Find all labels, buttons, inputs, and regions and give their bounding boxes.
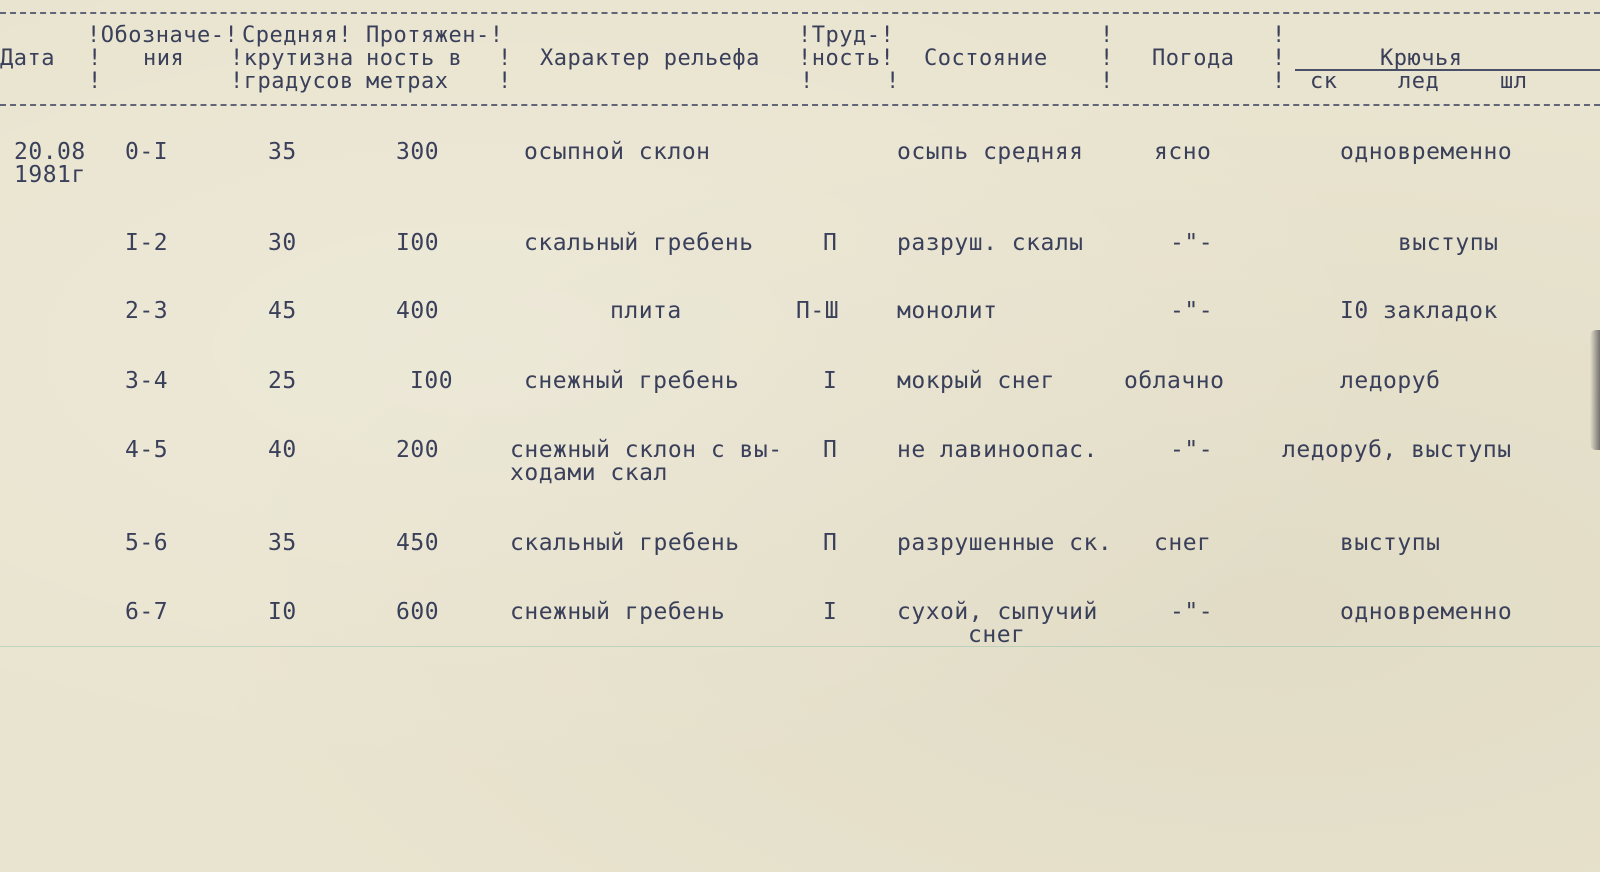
header-length-line2: ность в xyxy=(366,46,463,71)
header-length-line1: Протяжен-! xyxy=(366,23,504,48)
header-date: Дата xyxy=(0,46,55,71)
header-sep-mark: ! xyxy=(1100,23,1114,48)
header-sep-mark: ! xyxy=(886,69,900,94)
row-hooks: выступы xyxy=(1340,530,1441,556)
row-relief: скальный гребень xyxy=(524,230,754,256)
row-weather: снег xyxy=(1154,530,1212,556)
row-state-line2: снег xyxy=(968,622,1026,648)
row-difficulty: П xyxy=(823,530,838,556)
row-segment: 2-3 xyxy=(125,298,169,324)
row-relief: снежный склон с вы- xyxy=(510,437,783,463)
header-steepness-line1: Средняя! xyxy=(242,23,352,48)
row-steepness: 25 xyxy=(268,368,297,394)
row-steepness: 30 xyxy=(268,230,297,256)
header-dashed-rule xyxy=(0,104,1600,106)
row-relief: снежный гребень xyxy=(524,368,740,394)
row-steepness: 45 xyxy=(268,298,297,324)
paper-fold-line xyxy=(0,646,1600,647)
row-state: мокрый снег xyxy=(897,368,1055,394)
row-difficulty: П xyxy=(823,230,838,256)
row-difficulty: П-Ш xyxy=(796,298,840,324)
row-weather: -"- xyxy=(1170,298,1214,324)
header-sep-mark: ! xyxy=(498,46,512,71)
header-sep-mark: ! xyxy=(800,69,814,94)
header-steepness-line3: !градусов xyxy=(230,69,354,94)
header-sep-mark: ! xyxy=(1272,23,1286,48)
header-weather: Погода xyxy=(1152,46,1235,71)
row-segment: 3-4 xyxy=(125,368,169,394)
row-segment: 5-6 xyxy=(125,530,169,556)
row-length: I00 xyxy=(410,368,454,394)
row-difficulty: I xyxy=(823,368,838,394)
row-segment: 6-7 xyxy=(125,599,169,625)
row-relief: плита xyxy=(610,298,682,324)
row-length: 450 xyxy=(396,530,440,556)
row-state: осыпь средняя xyxy=(897,139,1084,165)
header-designation-line1: !Обозначе-! xyxy=(87,23,239,48)
row-steepness: 35 xyxy=(268,530,297,556)
row-steepness: I0 xyxy=(268,599,297,625)
row-segment: 4-5 xyxy=(125,437,169,463)
row-hooks: I0 закладок xyxy=(1340,298,1498,324)
row-state: не лавиноопас. xyxy=(897,437,1098,463)
row-steepness: 40 xyxy=(268,437,297,463)
row-hooks: ледоруб xyxy=(1340,368,1441,394)
date-day: 20.08 xyxy=(14,139,86,165)
header-state: Состояние xyxy=(924,46,1048,71)
row-state: монолит xyxy=(897,298,998,324)
row-steepness: 35 xyxy=(268,139,297,165)
row-state: разруш. скалы xyxy=(897,230,1084,256)
row-difficulty: П xyxy=(823,437,838,463)
date-year: 1981г xyxy=(14,162,86,188)
row-relief: осыпной склон xyxy=(524,139,711,165)
header-difficulty-line2: !ность! xyxy=(798,46,895,71)
row-length: 400 xyxy=(396,298,440,324)
row-weather: облачно xyxy=(1124,368,1225,394)
row-weather: -"- xyxy=(1170,599,1214,625)
row-state: сухой, сыпучий xyxy=(897,599,1098,625)
header-designation-line2: ния xyxy=(143,46,185,71)
row-hooks: ледоруб, выступы xyxy=(1282,437,1512,463)
row-difficulty: I xyxy=(823,599,838,625)
row-weather: -"- xyxy=(1170,230,1214,256)
header-sep-mark: ! xyxy=(1100,46,1114,71)
header-sep-mark: ! xyxy=(88,69,102,94)
row-hooks: выступы xyxy=(1398,230,1499,256)
row-weather: -"- xyxy=(1170,437,1214,463)
row-length: 300 xyxy=(396,139,440,165)
row-state: разрушенные ск. xyxy=(897,530,1113,556)
header-sep-mark: ! xyxy=(498,69,512,94)
row-weather: ясно xyxy=(1154,139,1212,165)
header-hooks-ice: лед xyxy=(1398,69,1440,94)
row-segment: 0-I xyxy=(125,139,169,165)
top-dashed-rule xyxy=(0,12,1600,14)
row-length: 200 xyxy=(396,437,440,463)
row-length: I00 xyxy=(396,230,440,256)
hooks-underline xyxy=(1295,69,1600,71)
row-relief-line2: ходами скал xyxy=(510,460,668,486)
header-steepness-line2: !крутизна xyxy=(230,46,354,71)
row-relief: снежный гребень xyxy=(510,599,726,625)
header-difficulty-line1: !Труд-! xyxy=(798,23,895,48)
header-relief: Характер рельефа xyxy=(540,46,760,71)
row-hooks: одновременно xyxy=(1340,599,1513,625)
header-sep-mark: ! xyxy=(88,46,102,71)
row-hooks: одновременно xyxy=(1340,139,1513,165)
row-segment: I-2 xyxy=(125,230,169,256)
header-hooks-rock: ск xyxy=(1310,69,1338,94)
header-hooks-bolt: шл xyxy=(1500,69,1528,94)
header-hooks: Крючья xyxy=(1380,46,1463,71)
page-edge-shadow xyxy=(1590,330,1600,450)
row-relief: скальный гребень xyxy=(510,530,740,556)
header-length-line3: метрах xyxy=(366,69,449,94)
header-sep-mark: ! xyxy=(1272,69,1286,94)
header-sep-mark: ! xyxy=(1100,69,1114,94)
header-sep-mark: ! xyxy=(1272,46,1286,71)
row-length: 600 xyxy=(396,599,440,625)
